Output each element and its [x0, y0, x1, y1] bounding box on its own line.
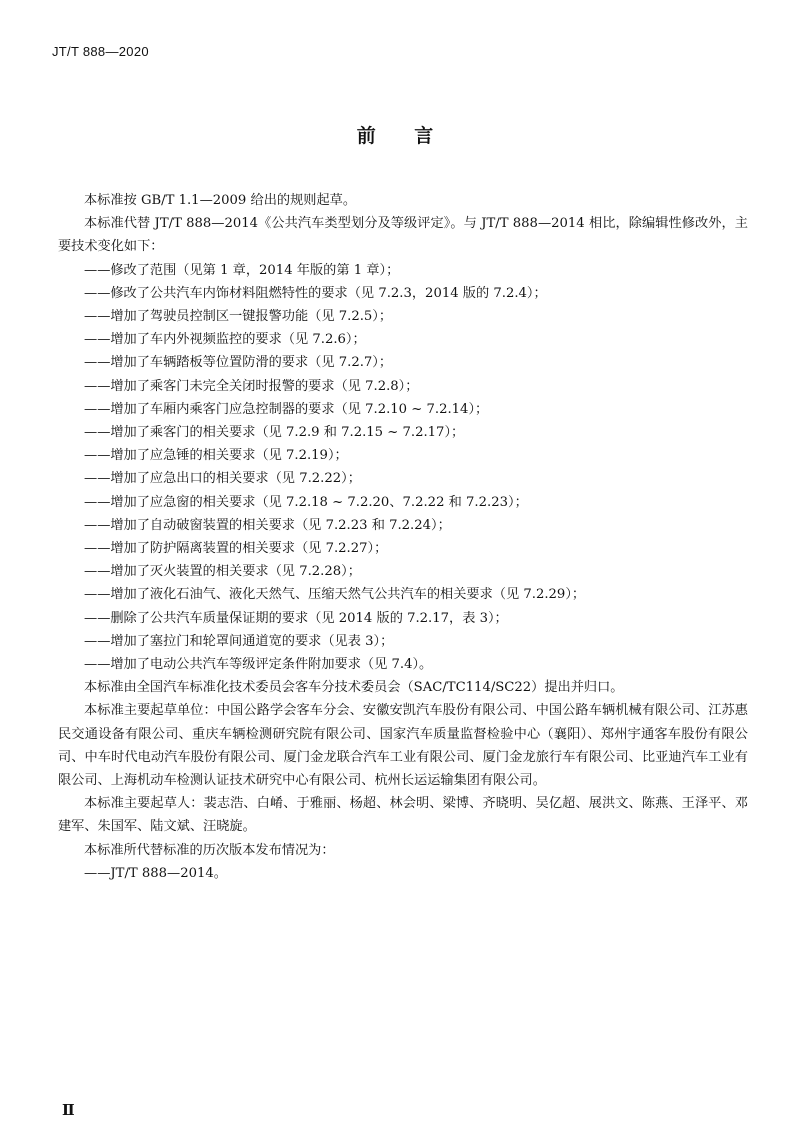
changes-list: [58, 259, 748, 677]
list-item: ——删除了公共汽车质量保证期的要求（见 2014 版的 7.2.17，表 3）；: [84, 610, 508, 626]
list-item: ——增加了应急锤的相关要求（见 7.2.19）；: [84, 448, 348, 464]
list-item: ——增加了灭火装置的相关要求（见 7.2.28）；: [84, 564, 361, 580]
list-item: ——增加了液化石油气、液化天然气、压缩天然气公共汽车的相关要求（见 7.2.29）；: [84, 587, 586, 603]
paragraph-drafting-rules: 本标准按 GB/T 1.1—2009 给出的规则起草。: [84, 193, 357, 208]
document-code-header: JT/T 888—2020: [52, 44, 149, 59]
list-item: ——增加了塞拉门和轮罩间通道宽的要求（见表 3）；: [84, 633, 394, 649]
list-item: ——增加了应急窗的相关要求（见 7.2.18 ~ 7.2.20、7.2.22 和 7.2.23）；: [84, 494, 528, 510]
paragraph-drafters: 本标准主要起草人：裴志浩、白崤、于雅丽、杨超、林会明、梁博、齐晓明、吴亿超、展洪文、陈燕、王泽平、邓建军、朱国军、陆文斌、汪晓旋。: [58, 796, 748, 835]
paragraph-replacement: 本标准代替 JT/T 888—2014《公共汽车类型划分及等级评定》。与 JT/T 888—2014 相比，除编辑性修改外，主要技术变化如下：: [58, 216, 748, 255]
list-item: ——增加了电动公共汽车等级评定条件附加要求（见 7.4）。: [84, 657, 433, 673]
list-item: ——增加了防护隔离装置的相关要求（见 7.2.27）；: [84, 541, 388, 557]
paragraph-history-intro: 本标准所代替标准的历次版本发布情况为：: [84, 842, 335, 858]
page-number: Ⅱ: [62, 1103, 75, 1119]
list-item: ——增加了自动破窗装置的相关要求（见 7.2.23 和 7.2.24）；: [84, 517, 451, 533]
page-title: 前 言: [356, 125, 434, 147]
list-item: ——修改了范围（见第 1 章，2014 年版的第 1 章）；: [84, 262, 400, 278]
paragraph-drafting-units: 本标准主要起草单位：中国公路学会客车分会、安徽安凯汽车股份有限公司、中国公路车辆机械有限公司、江苏惠民交通设备有限公司、重庆车辆检测研究院有限公司、国家汽车质量监督检验中心（襄阳）、郑州宇通客车股份有限公司、中车时代电动汽车股份有限公司、厦门金龙联合汽车工业有限公司、厦门金龙旅行车有限公司、比亚迪汽车工业有限公司、上海机动车检测认证技术研究中心有限公司、杭州长运运输集团有限公司。: [58, 703, 748, 789]
list-item: ——增加了乘客门的相关要求（见 7.2.9 和 7.2.15 ~ 7.2.17）；: [84, 425, 465, 441]
list-item: ——增加了驾驶员控制区一键报警功能（见 7.2.5）；: [84, 309, 393, 325]
list-item: ——增加了车内外视频监控的要求（见 7.2.6）；: [84, 332, 366, 348]
list-item: ——修改了公共汽车内饰材料阻燃特性的要求（见 7.2.3，2014 版的 7.2.4）；: [84, 285, 547, 301]
list-item: ——增加了车辆踏板等位置防滑的要求（见 7.2.7）；: [84, 355, 393, 371]
list-item: ——增加了车厢内乘客门应急控制器的要求（见 7.2.10 ~ 7.2.14）；: [84, 401, 489, 417]
history-list-item: ——JT/T 888—2014。: [84, 865, 227, 881]
paragraph-proposer: 本标准由全国汽车标准化技术委员会客车分技术委员会（SAC/TC114/SC22）提出并归口。: [84, 680, 624, 696]
list-item: ——增加了乘客门未完全关闭时报警的要求（见 7.2.8）；: [84, 378, 419, 394]
list-item: ——增加了应急出口的相关要求（见 7.2.22）；: [84, 471, 361, 487]
foreword-body: [58, 189, 748, 885]
